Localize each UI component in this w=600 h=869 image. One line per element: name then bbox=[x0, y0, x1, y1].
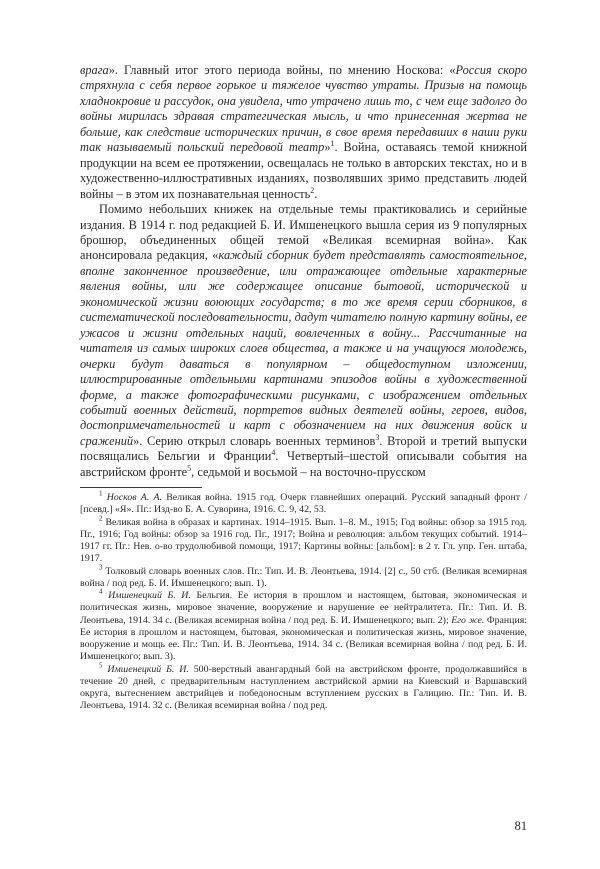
footnote-text: 500-верстный авангардный бой на австрийском фронте, продолжавшийся в течение 20 дней, с предварительным наступлением австрийской армии на Киевский и Варшавский округа, вытеснением австрийцев и победоносным вступлением русских в Галицию. Пг.: Тип. И. В. Леонтьева, 1914. 32 с. (Великая всемирная война / под ред. bbox=[80, 663, 527, 712]
page-content bbox=[80, 63, 527, 713]
footnote-ref-5[interactable]: 5 bbox=[187, 463, 192, 473]
text-fragment: . Четвертый–шестой описывали события на австрийском фронте bbox=[80, 449, 527, 479]
text-fragment: . bbox=[314, 186, 318, 201]
text-fragment: » bbox=[324, 140, 331, 155]
italic-fragment: врага bbox=[80, 63, 109, 77]
quote-editorial: каждый сборник будет представлять самостоятельное, вполне законченное произведение, или отражающее отдельные характерные явления войны, или же содержащее описание бытовой, исторической и экономической жизни воюющих государств; в то же время серии сборников, в систематической последовательности, дадут читателю полную картину войны, ее ужасов и жизни отдельных наций, вовлеченных в войну... Рассчитанные на читателя из самых широких слоев общества, а также и на учащуюся молодежь, очерки будут даваться в популярном – общедоступном изложении, иллюстрированные отдельными картинами эпизодов войны в художественной форме, а также фотографическими рисунками, с изображением отдельных событий военных действий, портретов видных деятелей войны, героев, видов, достопримечательностей и карт с обозначением на них движения войск и сражений bbox=[80, 248, 528, 448]
footnote-author-ibid: Его же. bbox=[451, 614, 485, 626]
footnote-ref-4[interactable]: 4 bbox=[271, 448, 276, 458]
footnote-1 bbox=[80, 489, 527, 517]
text-fragment: Помимо небольших книжек на отдельные темы практиковались и серийные издания. В 1914 г. под редакцией Б. И. Имшенецкого вышла серия из 9 популярных брошюр, объединенных общей темой «Великая всемирная война». Как анонсировала редакция, « bbox=[80, 202, 527, 263]
footnote-number: 5 bbox=[99, 661, 103, 670]
footnote-text: Великая война. 1915 год. Очерк главнейших операций. Русский западный фронт / [псевд.] «Я». Пг.: Изд-во Б. А. Суворина, 1916. С. 9, 42, 53. bbox=[80, 492, 527, 516]
quote-noskov: Россия скоро стряхнула с себя первое горькое и тяжелое чувство утраты. Призыв на помощь хладнокровие и рассудок, она увидела, что утрачено лишь то, с чем еще задолго до войны мирилась здравая стратегическая мысль, и что принесенная жертва не больше, как следствие исторических причин, в свое время передавших в наши руки так называемый польский передовой театр bbox=[80, 63, 527, 155]
footnote-text: Бельгия. Ее история в прошлом и настоящем, бытовая, экономическая и политическая жизнь, мировое значение, вооружение и нарушение ее нейтралитета. Пг.: Тип. И. В. Леонтьева, 1914. 34 с. (Великая всемирная война / под ред. Б. И. Имшенецкого; вып. 2); bbox=[80, 590, 527, 626]
footnote-author: Имшенецкий Б. И. bbox=[107, 663, 189, 675]
footnote-text: Толковый словарь военных слов. Пг.: Тип. И. В. Леонтьева, 1914. [2] с., 50 стб. (Великая всемирная война / под ред. Б. И. Имшенецкого; вып. 1). bbox=[80, 565, 527, 589]
text-fragment: . Война, оставаясь темой книжной продукции на всем ее протяжении, освещалась не только в авторских текстах, но и в художественно-иллюстративных изданиях, позволявших зримо представить людей войны – в этом их познавательная ценность bbox=[80, 140, 528, 201]
footnote-number: 2 bbox=[99, 514, 103, 523]
paragraph-1 bbox=[80, 63, 527, 202]
footnote-ref-1[interactable]: 1 bbox=[330, 139, 335, 149]
footnote-ref-3[interactable]: 3 bbox=[375, 432, 380, 442]
footnote-number: 4 bbox=[99, 587, 103, 596]
text-fragment: ». Серию открыл словарь военных терминов bbox=[133, 433, 376, 448]
footnote-divider bbox=[80, 487, 202, 488]
footnote-4 bbox=[80, 587, 527, 664]
footnote-text: Великая война в образах и картинах. 1914–1915. Вып. 1–8. М., 1915; Год войны: обзор за 1915 год. Пг., 1916; Год войны: обзор за 1916 год. Пг., 1917; Война и революция: альбом текущих событий. 1914–1917 гг. Пг.: Нев. о-во трудолюбивой помощи, 1917; Картины войны: [альбом]: в 2 т. Гл. упр. Ген. штаба, 1917. bbox=[80, 516, 527, 565]
text-fragment: . Второй и третий выпуски посвящались Бельгии и Франции bbox=[80, 433, 527, 464]
footnote-author: Носков А. А. bbox=[106, 492, 162, 504]
footnote-ref-2[interactable]: 2 bbox=[310, 185, 315, 195]
footnote-2 bbox=[80, 514, 527, 566]
footnote-text: Франция: Ее история в прошлом и настоящем, бытовая, экономическая и политическая жизнь, мировое значение, вооружение и мощь ее. Пг.: Тип. И. В. Леонтьева, 1914. 34 с. (Великая всемирная война / под ред. Б. И. Имшенецкого; вып. 3). bbox=[80, 614, 527, 663]
text-fragment: , седьмой и восьмой – на восточно-прусском bbox=[191, 464, 426, 479]
footnote-3 bbox=[80, 563, 527, 591]
footnote-author: Имшенецкий Б. И. bbox=[108, 590, 191, 602]
paragraph-2 bbox=[80, 202, 527, 480]
page-number: 81 bbox=[514, 819, 527, 833]
footnote-number: 3 bbox=[99, 563, 103, 572]
footnote-5 bbox=[80, 661, 527, 713]
text-fragment: ». Главный итог этого периода войны, по мнению Носкова: « bbox=[108, 63, 456, 77]
footnote-number: 1 bbox=[99, 489, 103, 498]
